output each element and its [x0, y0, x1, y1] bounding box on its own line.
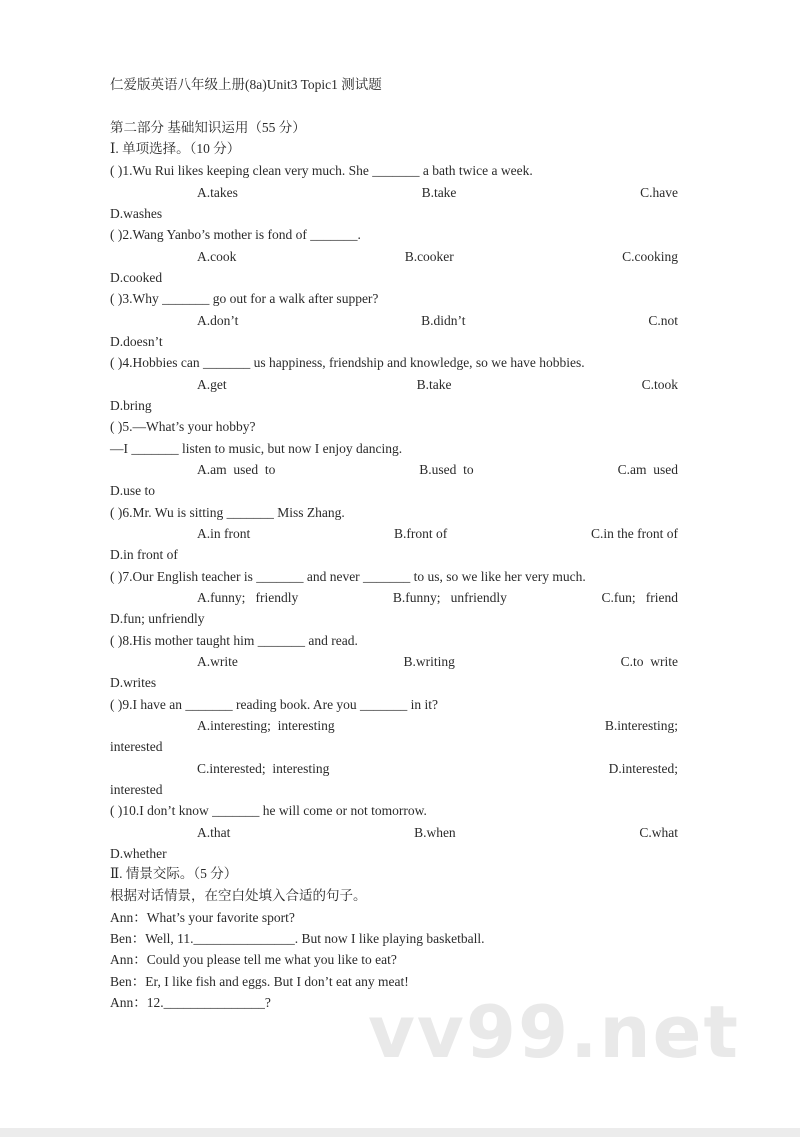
section-heading-single-choice: Ⅰ. 单项选择。（10 分） — [110, 141, 241, 156]
option-b: B.funny; unfriendly — [392, 590, 507, 605]
option-d: D.fun; unfriendly — [110, 611, 205, 626]
question-stem: ( )4.Hobbies can _______ us happiness, friendship and knowledge, so we have hobbies. — [110, 355, 585, 370]
option-d: D.writes — [110, 675, 157, 690]
section-heading-dialogue: Ⅱ. 情景交际。（5 分） — [110, 866, 238, 881]
option-b: B.didn’t — [421, 313, 466, 328]
question-stem: ( )1.Wu Rui likes keeping clean very much. She _______ a bath twice a week. — [110, 163, 533, 178]
option-d: D.bring — [110, 398, 152, 413]
option-a: A.cook — [197, 249, 237, 264]
part-heading: 第二部分 基础知识运用（55 分） — [110, 120, 306, 135]
option-b: B.front of — [394, 526, 448, 541]
option-c: C.what — [639, 825, 678, 840]
dialog-line: Ben：Well, 11._______________. But now I like playing basketball. — [110, 931, 485, 946]
option-b: B.used to — [419, 462, 474, 477]
dialog-line: Ann：What’s your favorite sport? — [110, 910, 295, 925]
question-options — [197, 248, 678, 266]
option-d: D.use to — [110, 483, 155, 498]
option-a: A.takes — [197, 185, 238, 200]
page-bottom-edge — [0, 1128, 800, 1137]
option-a: A.am used to — [197, 462, 276, 477]
watermark: vv99.net — [368, 990, 740, 1074]
option-a: A.in front — [197, 526, 251, 541]
option-d: D.doesn’t — [110, 334, 163, 349]
option-a: A.get — [197, 377, 227, 392]
option-d: D.interested; — [608, 761, 678, 776]
dialog-line: Ann：12._______________? — [110, 995, 271, 1010]
option-a: A.write — [197, 654, 238, 669]
option-a: A.don’t — [197, 313, 239, 328]
dialog-line: Ann：Could you please tell me what you like to eat? — [110, 952, 397, 967]
document-title: 仁爱版英语八年级上册(8a)Unit3 Topic1 测试题 — [110, 77, 382, 92]
option-a: A.interesting; interesting — [197, 718, 335, 733]
option-b: B.writing — [403, 654, 455, 669]
question-stem: ( )8.His mother taught him _______ and read. — [110, 633, 358, 648]
option-b: B.when — [414, 825, 456, 840]
question-options — [197, 653, 678, 671]
question-stem-continued: —I _______ listen to music, but now I enjoy dancing. — [110, 441, 403, 456]
option-c: C.took — [641, 377, 678, 392]
question-options — [197, 184, 678, 202]
question-stem: ( )2.Wang Yanbo’s mother is fond of _______. — [110, 227, 361, 242]
option-c: C.have — [640, 185, 678, 200]
dialog-line: Ben：Er, I like fish and eggs. But I don’t eat any meat! — [110, 974, 409, 989]
option-b: B.take — [421, 185, 457, 200]
section-instruction: 根据对话情景，在空白处填入合适的句子。 — [110, 888, 367, 903]
option-c: C.am used — [617, 462, 678, 477]
question-stem: ( )3.Why _______ go out for a walk after supper? — [110, 291, 379, 306]
option-b: B.take — [416, 377, 452, 392]
option-c: C.interested; interesting — [197, 761, 330, 776]
question-options — [197, 376, 678, 394]
question-options — [197, 589, 678, 607]
option-c: C.in the front of — [591, 526, 678, 541]
option-c: C.to write — [620, 654, 678, 669]
option-a: A.funny; friendly — [197, 590, 299, 605]
question-stem: ( )9.I have an _______ reading book. Are you _______ in it? — [110, 697, 439, 712]
option-d: D.cooked — [110, 270, 163, 285]
option-b: B.cooker — [404, 249, 454, 264]
question-options — [197, 824, 678, 842]
option-d: D.whether — [110, 846, 167, 861]
option-b: B.interesting; — [604, 718, 678, 733]
option-c: C.not — [648, 313, 678, 328]
question-options — [197, 312, 678, 330]
option-b-wrap: interested — [110, 739, 163, 754]
option-c: C.fun; friend — [601, 590, 678, 605]
question-stem: ( )6.Mr. Wu is sitting _______ Miss Zhang. — [110, 505, 345, 520]
option-d: D.washes — [110, 206, 163, 221]
option-c: C.cooking — [622, 249, 678, 264]
question-stem: ( )5.—What’s your hobby? — [110, 419, 256, 434]
question-stem: ( )7.Our English teacher is _______ and never _______ to us, so we like her very much. — [110, 569, 586, 584]
option-a: A.that — [197, 825, 231, 840]
question-options — [197, 461, 678, 479]
option-d: D.in front of — [110, 547, 178, 562]
question-options — [197, 760, 678, 778]
option-d-wrap: interested — [110, 782, 163, 797]
question-options — [197, 717, 678, 735]
question-options — [197, 525, 678, 543]
question-stem: ( )10.I don’t know _______ he will come or not tomorrow. — [110, 803, 427, 818]
